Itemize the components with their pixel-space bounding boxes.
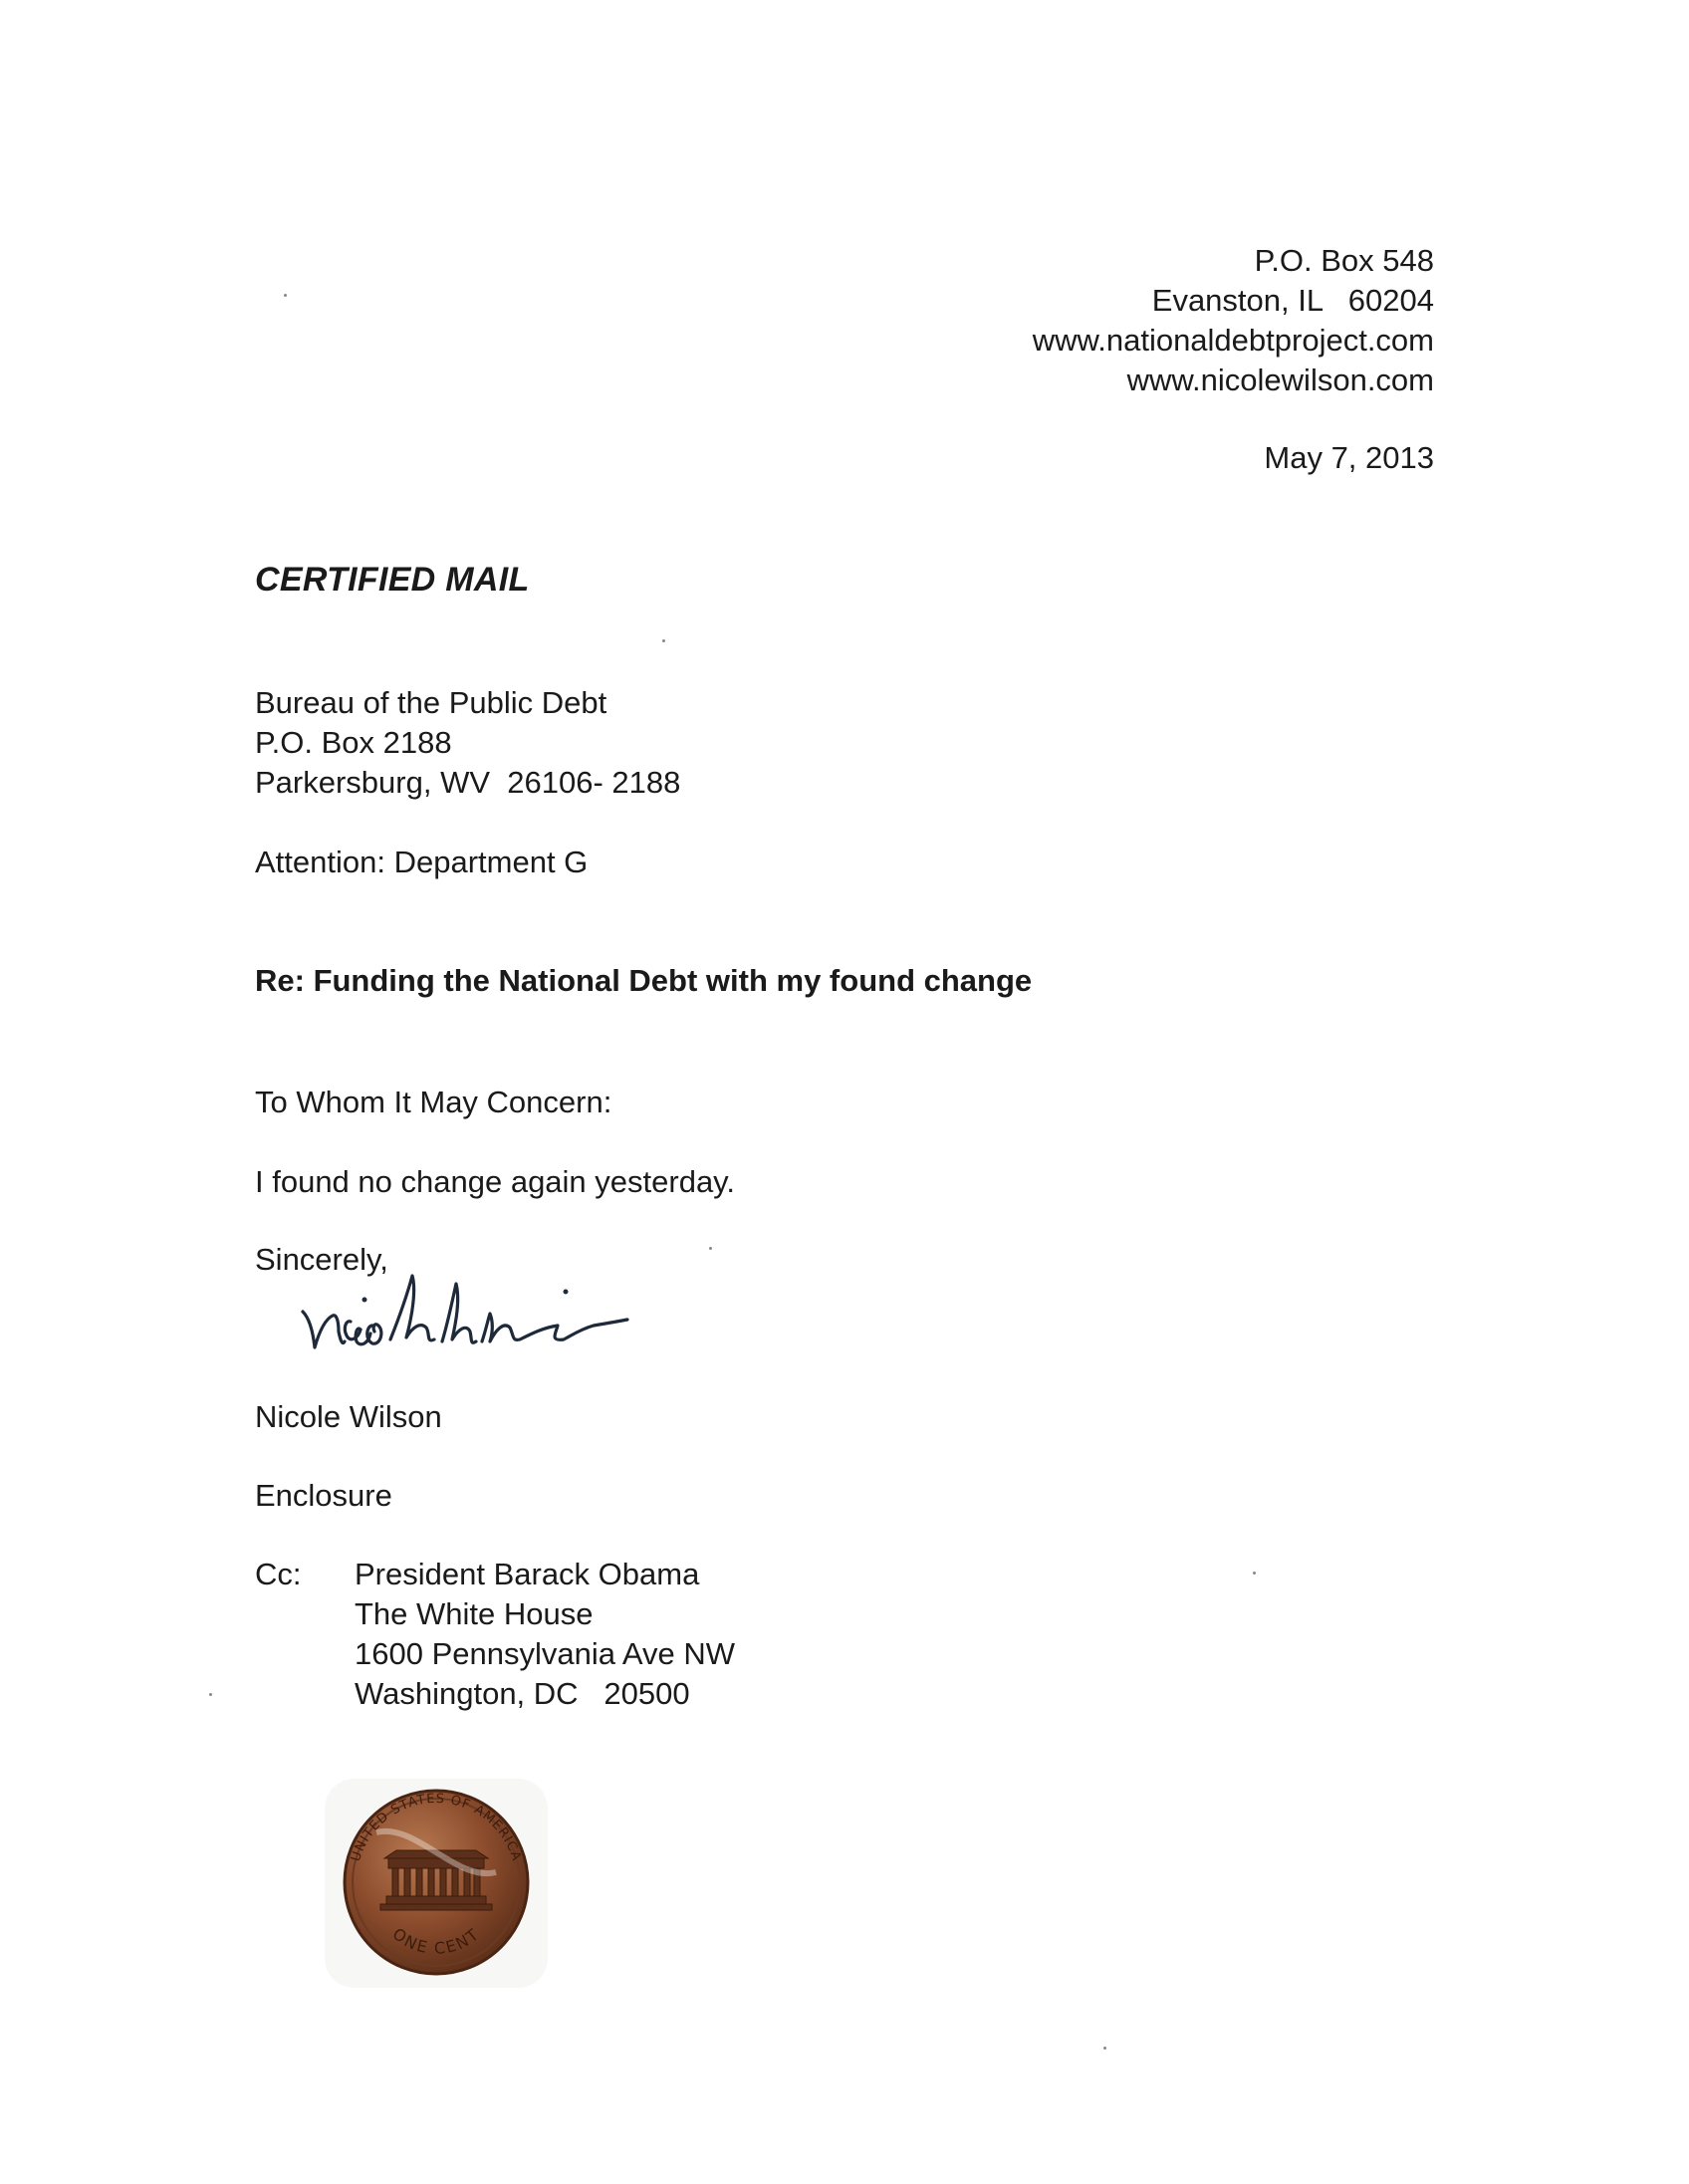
- enclosure-note: Enclosure: [255, 1478, 392, 1513]
- sender-city-state-zip: Evanston, IL 60204: [1151, 283, 1434, 318]
- scan-speck: [209, 1693, 212, 1696]
- coin-country-text: UNITED STATES OF AMERICA: [348, 1791, 525, 1864]
- recipient-city-state-zip: Parkersburg, WV 26106- 2188: [255, 765, 681, 800]
- recipient-po-box: P.O. Box 2188: [255, 725, 452, 760]
- cc-line: Washington, DC 20500: [355, 1676, 690, 1711]
- scan-speck: [1253, 1572, 1256, 1575]
- cc-line: President Barack Obama: [355, 1557, 700, 1591]
- sender-po-box: P.O. Box 548: [1254, 243, 1434, 278]
- handwritten-signature: [295, 1250, 653, 1369]
- salutation: To Whom It May Concern:: [255, 1085, 612, 1119]
- scan-speck: [1103, 2047, 1106, 2050]
- signer-name: Nicole Wilson: [255, 1399, 442, 1434]
- attention-line: Attention: Department G: [255, 845, 589, 879]
- subject-line: Re: Funding the National Debt with my found change: [255, 963, 1033, 998]
- body-paragraph: I found no change again yesterday.: [255, 1164, 735, 1199]
- scan-speck: [662, 639, 665, 642]
- coin-denomination-text: ONE CENT: [388, 1924, 484, 1959]
- closing: Sincerely,: [255, 1242, 388, 1277]
- delivery-method-heading: CERTIFIED MAIL: [255, 561, 530, 599]
- cc-line: 1600 Pennsylvania Ave NW: [355, 1636, 735, 1671]
- cc-line: The White House: [355, 1596, 594, 1631]
- scan-speck: [284, 294, 287, 297]
- sender-website-2: www.nicolewilson.com: [1126, 363, 1434, 397]
- sender-website-1: www.nationaldebtproject.com: [1032, 323, 1434, 358]
- letter-date: May 7, 2013: [1264, 440, 1434, 475]
- cc-label: Cc:: [255, 1557, 302, 1591]
- recipient-name: Bureau of the Public Debt: [255, 685, 607, 720]
- scan-speck: [709, 1247, 712, 1250]
- penny-coin-image: [317, 1763, 556, 2002]
